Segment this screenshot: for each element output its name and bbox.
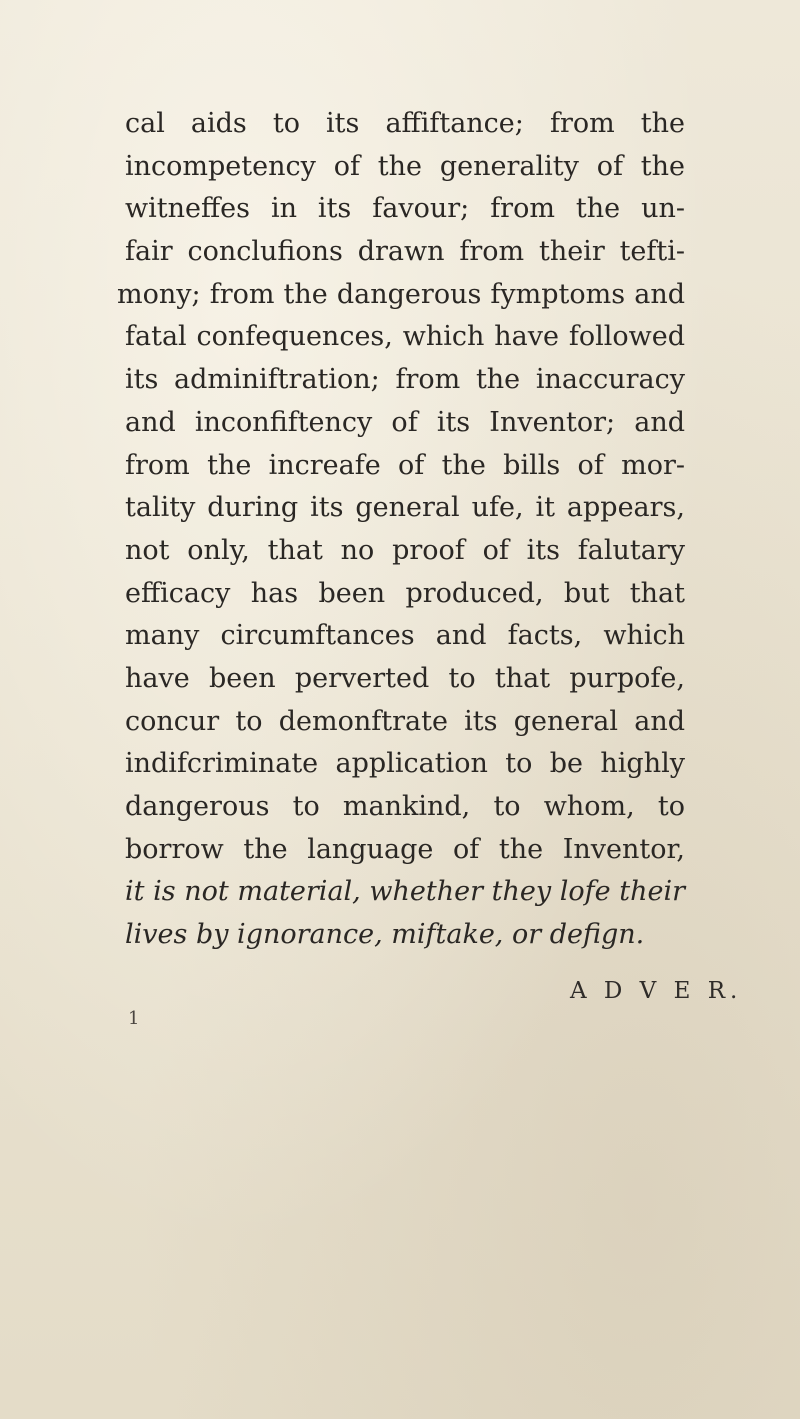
text-line: borrow the language of the Inventor, [125, 833, 685, 865]
text-line-italic: it is not material, whether they lofe their [125, 876, 685, 908]
text-line: not only, that no proof of its falutary [125, 534, 685, 566]
text-line: many circumftances and facts, which [125, 620, 685, 652]
text-line: from the increafe of the bills of mor- [125, 449, 685, 481]
text-line-italic: lives by ignorance, miftake, or defign. [125, 919, 645, 951]
text-line: dangerous to mankind, to whom, to [125, 791, 685, 822]
text-line: efficacy has been produced, but that [125, 577, 685, 609]
text-line: cal aids to its affiftance; from the [125, 108, 685, 139]
text-line: witneffes in its favour; from the un- [125, 193, 685, 225]
text-line: concur to demonftrate its general and [125, 705, 685, 737]
text-line: indifcriminate application to be highly [125, 748, 685, 780]
text-line: fatal confequences, which have followed [125, 321, 685, 353]
text-line: its adminiftration; from the inaccuracy [125, 364, 685, 396]
text-line: fair conclufions drawn from their tefti- [125, 236, 685, 268]
body-text [117, 103, 685, 957]
text-line: incompetency of the generality of the [125, 150, 685, 182]
signature-mark: 1 [128, 1008, 140, 1029]
catchword: A D V E R. [570, 978, 743, 1004]
text-line: have been perverted to that purpofe, [125, 662, 685, 694]
text-line: and inconfiftency of its Inventor; and [125, 406, 685, 438]
text-line: tality during its general ufe, it appears, [125, 492, 685, 524]
text-line: mony; from the dangerous fymptoms and [117, 278, 685, 310]
